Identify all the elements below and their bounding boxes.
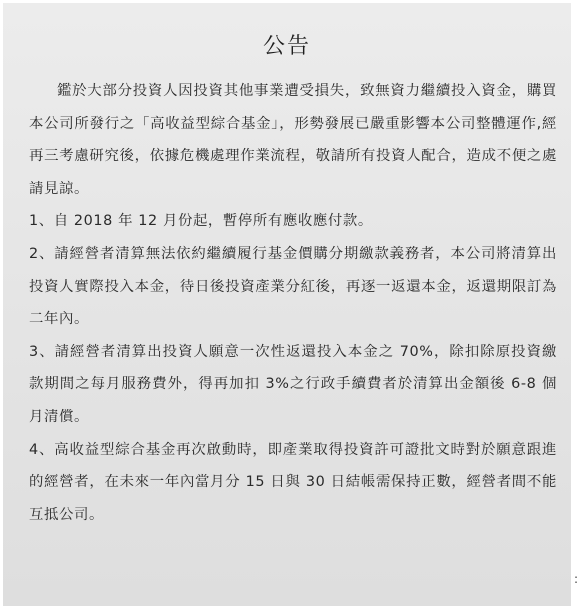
item-3-paragraph: 3、請經營者清算出投資人願意一次性返還投入本金之 70%，除扣除原投資繳款期間之每月服務費外，得再加扣 3%之行政手續費者於清算出金額後 6-8 個月清償。	[29, 343, 557, 425]
item-1-paragraph: 1、自 2018 年 12 月份起，暫停所有應收應付款。	[29, 213, 373, 230]
notice-body	[29, 75, 557, 531]
notice-paper	[3, 3, 571, 606]
edge-mark: :	[573, 572, 578, 586]
notice-title: 公告	[262, 34, 311, 59]
item-4-paragraph: 4、高收益型綜合基金再次啟動時，即產業取得投資許可證批文時對於願意跟進的經營者，在未來一年內當月分 15 日與 30 日結帳需保持正數，經營者間不能互抵公司。	[29, 441, 557, 523]
item-2-paragraph: 2、請經營者清算無法依約繼續履行基金價購分期繳款義務者，本公司將清算出投資人實際投入本金，待日後投資產業分紅後，再逐一返還本金，返還期限訂為二年內。	[29, 245, 557, 328]
intro-paragraph: 鑑於大部分投資人因投資其他事業遭受損失，致無資力繼續投入資金，購買本公司所發行之「高收益型綜合基金」，形勢發展已嚴重影響本公司整體運作,經再三考慮研究後，依據危機處理作業流程，敬請所有投資人配合，造成不便之處請見諒。	[29, 83, 557, 197]
